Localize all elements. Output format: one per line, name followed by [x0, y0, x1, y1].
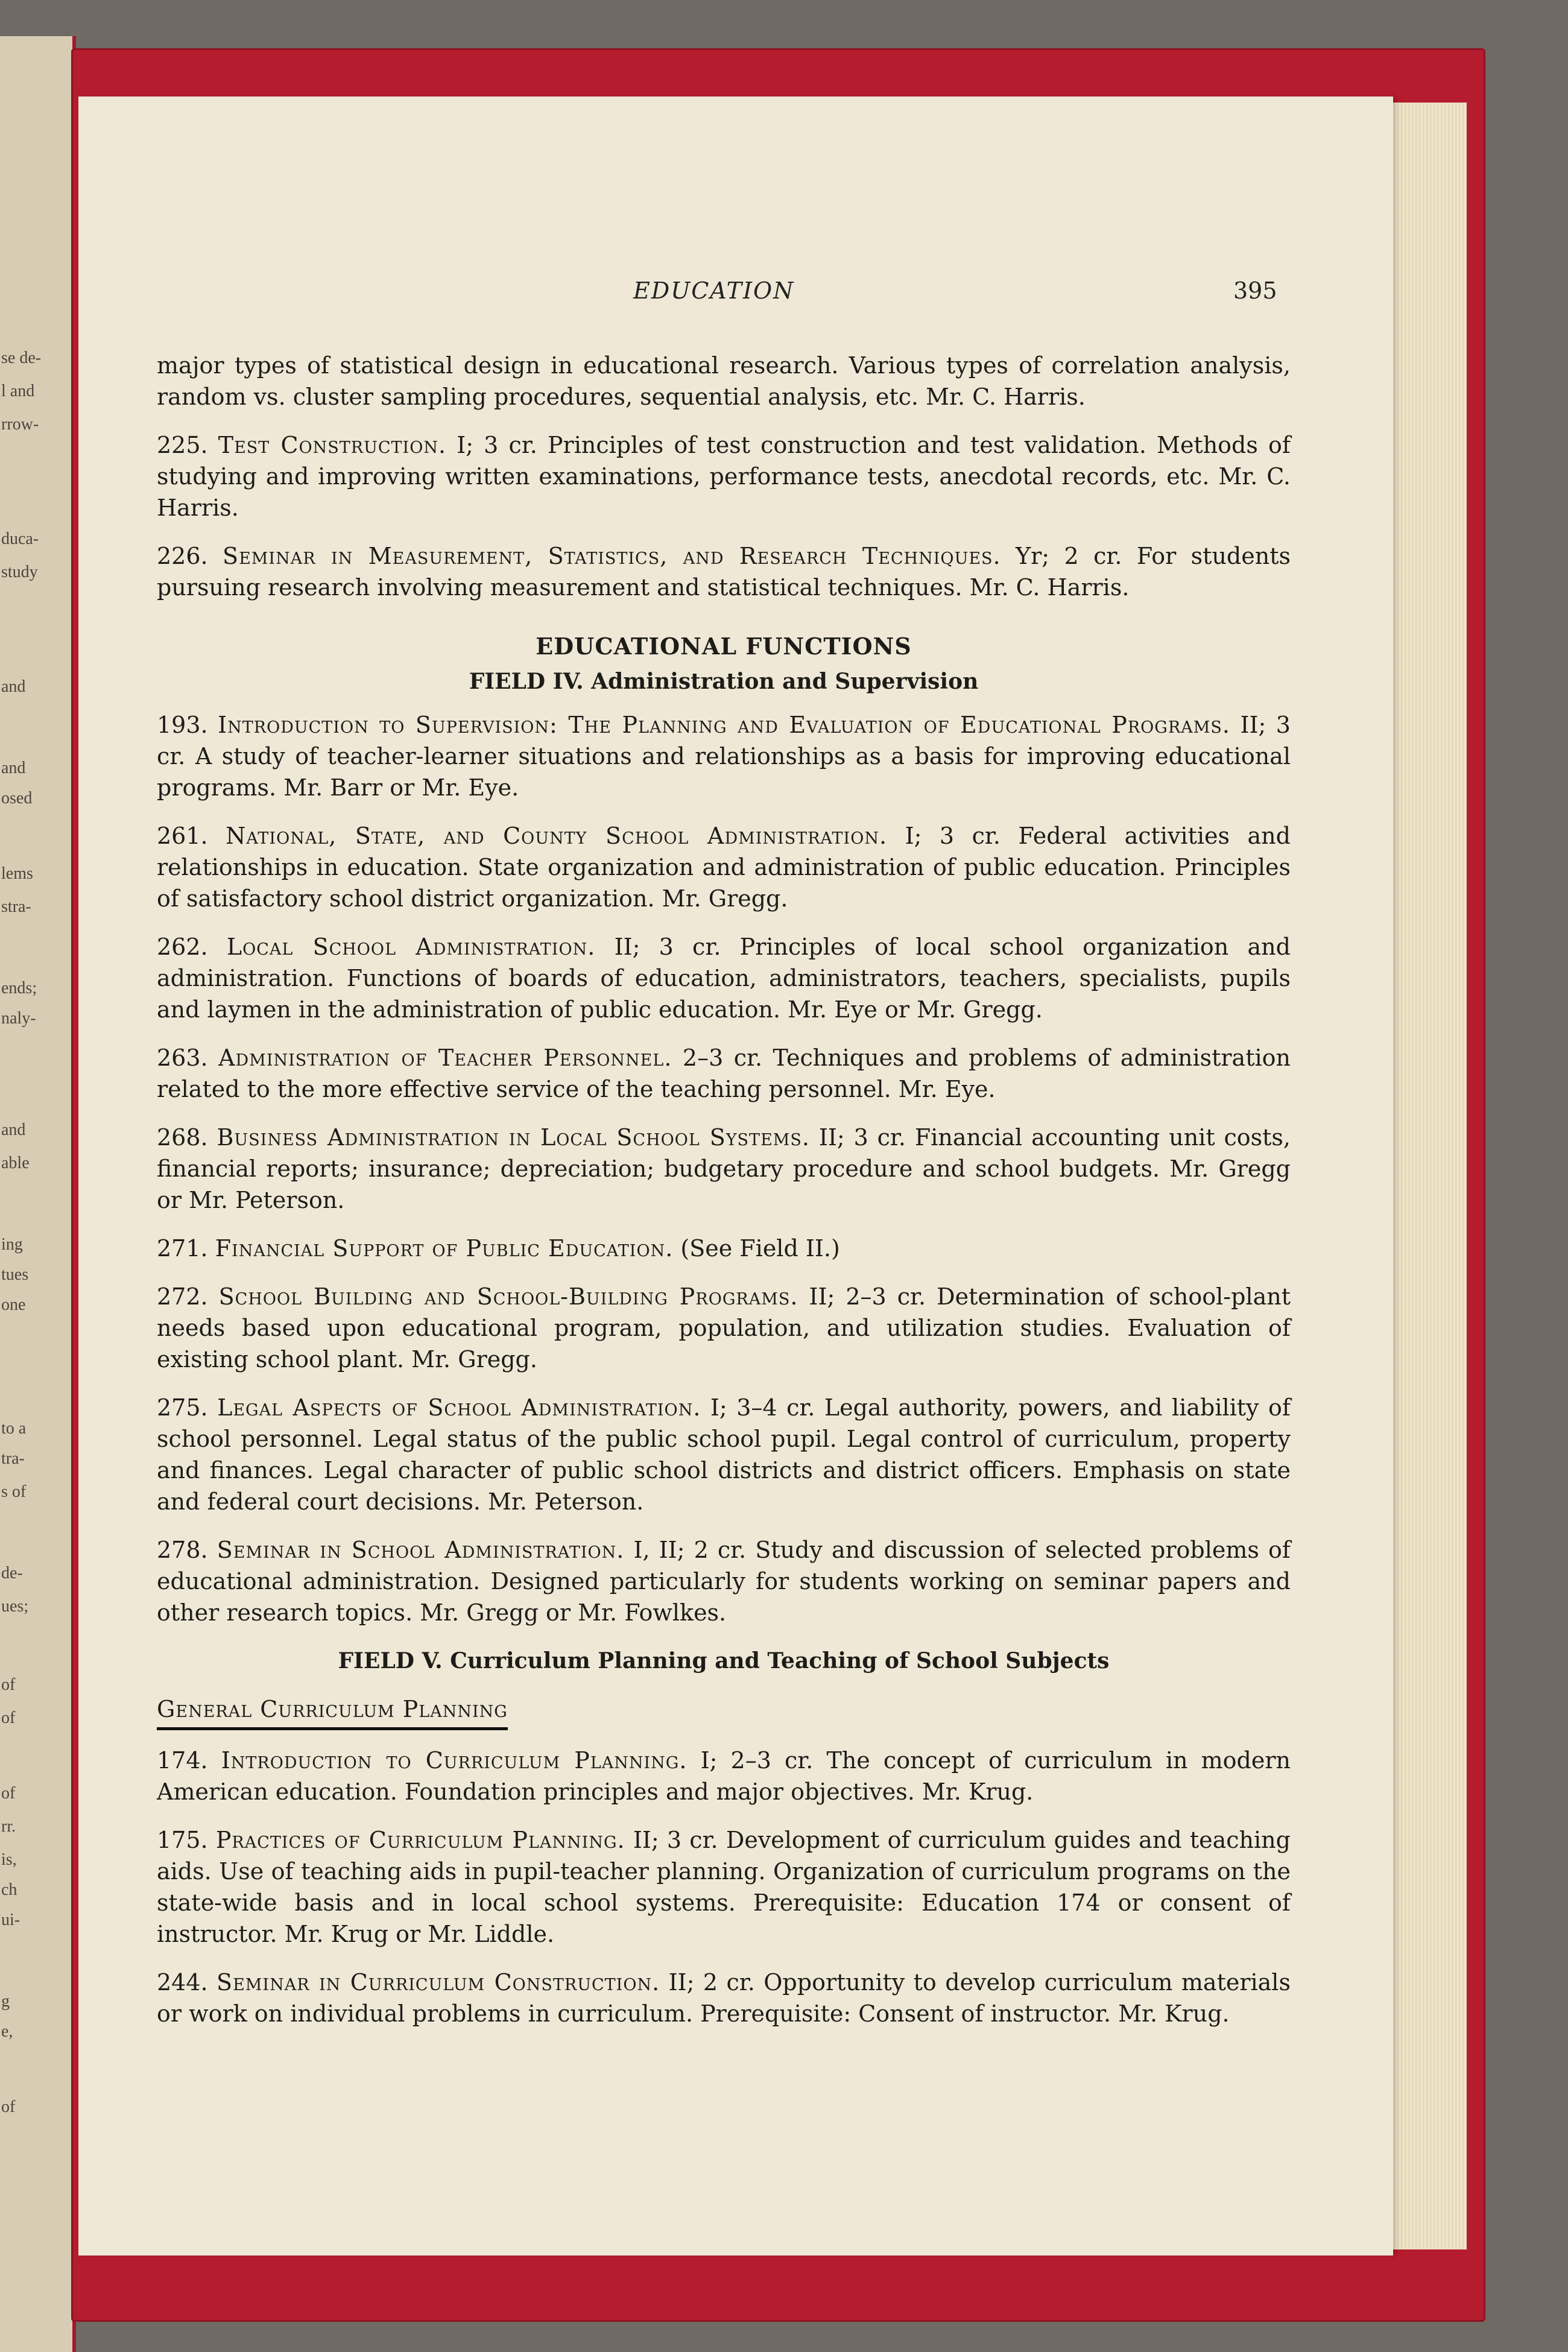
- course-description: I; 3–4 cr. Legal authority, powers, and liability of school personnel. Legal status of the public school pupil. Legal control of curriculum, property and finances. Legal character of public school districts and district officers. Emphasis on state and federal court decisions. Mr. Peterson.: [157, 1394, 1291, 1515]
- bleed-text: de-: [1, 1564, 23, 1582]
- bleed-text: duca-: [1, 530, 39, 548]
- page-header: [78, 277, 1393, 320]
- course-description: II; 3 cr. Development of curriculum guides and teaching aids. Use of teaching aids in pupil-teacher planning. Organization of curriculum programs on the state-wide basis and in local school systems. Prerequisite: Education 174 or consent of instructor. Mr. Krug or Mr. Liddle.: [157, 1827, 1291, 1947]
- course-description: I, II; 2 cr. Study and discussion of selected problems of educational administration. Designed particularly for students working on seminar papers and other research topics. Mr. Gregg or Mr. Fowlkes.: [157, 1537, 1291, 1626]
- course-number: 193.: [157, 712, 208, 738]
- course-title: Introduction to Curriculum Planning.: [221, 1747, 688, 1774]
- bleed-text: and: [1, 677, 26, 696]
- bleed-text: ues;: [1, 1597, 29, 1616]
- bleed-text: stra-: [1, 897, 31, 916]
- course-number: 272.: [157, 1283, 208, 1310]
- bleed-text: of: [1, 1709, 16, 1727]
- bleed-text: to a: [1, 1419, 27, 1438]
- course-number: 261.: [157, 823, 208, 849]
- bleed-text: tra-: [1, 1449, 25, 1468]
- bleed-text: rrow-: [1, 415, 39, 434]
- course-description: II; 3 cr. A study of teacher-learner situations and relationships as a basis for improving educational programs. Mr. Barr or Mr. Eye.: [157, 712, 1291, 801]
- bleed-text: and: [1, 1121, 26, 1139]
- adjacent-page-edge: [0, 36, 76, 2352]
- course-entry: [157, 1745, 1291, 1807]
- subsection-heading: General Curriculum Planning: [157, 1693, 508, 1730]
- bleed-text: and: [1, 759, 26, 777]
- course-description: II; 2 cr. Opportunity to develop curriculum materials or work on individual problems in curriculum. Prerequisite: Consent of instructor. Mr. Krug.: [157, 1969, 1291, 2027]
- course-entry: [157, 709, 1291, 803]
- book-page: [78, 96, 1393, 2256]
- bleed-text: lems: [1, 864, 33, 883]
- bleed-text: study: [1, 563, 38, 581]
- course-title: Test Construction.: [218, 432, 447, 458]
- course-entry: [157, 931, 1291, 1025]
- course-title: Business Administration in Local School Systems.: [217, 1124, 810, 1151]
- bleed-text: g: [1, 1992, 10, 2011]
- bleed-text: tues: [1, 1265, 29, 1284]
- field-heading: FIELD IV. Administration and Supervision: [469, 669, 979, 694]
- bleed-text: rr.: [1, 1817, 16, 1836]
- page-edges: [1387, 103, 1467, 2249]
- course-title: Local School Administration.: [226, 934, 596, 960]
- bleed-text: s of: [1, 1482, 27, 1501]
- course-entry: [157, 1392, 1291, 1517]
- course-entry: [157, 1824, 1291, 1950]
- course-number: 262.: [157, 934, 208, 960]
- page-number: 395: [1233, 277, 1277, 304]
- bleed-text: ing: [1, 1235, 23, 1254]
- running-head: EDUCATION: [633, 277, 795, 304]
- bleed-text: of: [1, 1675, 16, 1694]
- bleed-text: ends;: [1, 979, 37, 997]
- course-title: Financial Support of Public Education.: [215, 1235, 674, 1262]
- course-number: 244.: [157, 1969, 208, 1996]
- bleed-text: able: [1, 1154, 30, 1172]
- bleed-text: ui-: [1, 1911, 21, 1929]
- course-number: 225.: [157, 432, 208, 458]
- course-number: 278.: [157, 1537, 208, 1563]
- bleed-text: of: [1, 2098, 16, 2116]
- field-heading: FIELD V. Curriculum Planning and Teaching of School Subjects: [338, 1648, 1110, 1674]
- bleed-text: se de-: [1, 349, 42, 367]
- course-number: 175.: [157, 1827, 208, 1853]
- course-title: National, State, and County School Administration.: [226, 823, 888, 849]
- course-description: II; 2–3 cr. Determination of school-plant needs based upon educational program, population, and utilization studies. Evaluation of existing school plant. Mr. Gregg.: [157, 1283, 1291, 1373]
- course-entry: [157, 540, 1291, 603]
- course-description: I; 2–3 cr. The concept of curriculum in modern American education. Foundation principles and major objectives. Mr. Krug.: [157, 1747, 1291, 1805]
- course-number: 226.: [157, 543, 208, 569]
- course-title: Seminar in Curriculum Construction.: [217, 1969, 660, 1996]
- course-description: 2–3 cr. Techniques and problems of administration related to the more effective service of the teaching personnel. Mr. Eye.: [157, 1045, 1291, 1102]
- course-description: I; 3 cr. Principles of test construction and test validation. Methods of studying and improving written examinations, performance tests, anecdotal records, etc. Mr. C. Harris.: [157, 432, 1291, 521]
- course-number: 275.: [157, 1394, 208, 1421]
- course-entry: [157, 1122, 1291, 1216]
- course-title: Administration of Teacher Personnel.: [218, 1045, 672, 1071]
- course-entry: [157, 820, 1291, 914]
- bleed-text: is,: [1, 1850, 17, 1869]
- course-number: 268.: [157, 1124, 208, 1151]
- section-heading: EDUCATIONAL FUNCTIONS: [536, 633, 912, 660]
- course-title: School Building and School-Building Programs.: [218, 1283, 798, 1310]
- course-number: 174.: [157, 1747, 208, 1774]
- bleed-text: l and: [1, 382, 35, 400]
- course-description: (See Field II.): [680, 1235, 840, 1262]
- bleed-text: naly-: [1, 1009, 36, 1028]
- course-entry: [157, 1534, 1291, 1628]
- course-title: Legal Aspects of School Administration.: [217, 1394, 701, 1421]
- course-entry: [157, 1042, 1291, 1105]
- page-content: [157, 350, 1291, 2046]
- course-title: Seminar in Measurement, Statistics, and Research Techniques.: [223, 543, 1001, 569]
- continued-paragraph: major types of statistical design in educational research. Various types of correlation analysis, random vs. cluster sampling procedures, sequential analysis, etc. Mr. C. Harris.: [157, 352, 1291, 410]
- course-description: II; 3 cr. Principles of local school organization and administration. Functions of boards of education, administrators, teachers, specialists, pupils and laymen in the administration of public education. Mr. Eye or Mr. Gregg.: [157, 934, 1291, 1023]
- course-entry: [157, 429, 1291, 523]
- course-description: II; 3 cr. Financial accounting unit costs, financial reports; insurance; depreciation; budgetary procedure and school budgets. Mr. Gregg or Mr. Peterson.: [157, 1124, 1291, 1213]
- course-number: 263.: [157, 1045, 208, 1071]
- bleed-text: osed: [1, 789, 33, 808]
- course-entry: [157, 1281, 1291, 1375]
- course-title: Introduction to Supervision: The Planning and Evaluation of Educational Programs.: [218, 712, 1230, 738]
- bleed-text: e,: [1, 2022, 13, 2041]
- course-number: 271.: [157, 1235, 208, 1262]
- course-entry: [157, 1233, 1291, 1264]
- bleed-text: of: [1, 1784, 16, 1803]
- course-title: Seminar in School Administration.: [217, 1537, 625, 1563]
- course-entry: [157, 1967, 1291, 2029]
- bleed-text: ch: [1, 1880, 17, 1899]
- course-title: Practices of Curriculum Planning.: [215, 1827, 625, 1853]
- bleed-text: one: [1, 1295, 26, 1314]
- course-description: I; 3 cr. Federal activities and relationships in education. State organization and administration of public education. Principles of satisfactory school district organization. Mr. Gregg.: [157, 823, 1291, 912]
- course-description: Yr; 2 cr. For students pursuing research involving measurement and statistical techniques. Mr. C. Harris.: [157, 543, 1291, 601]
